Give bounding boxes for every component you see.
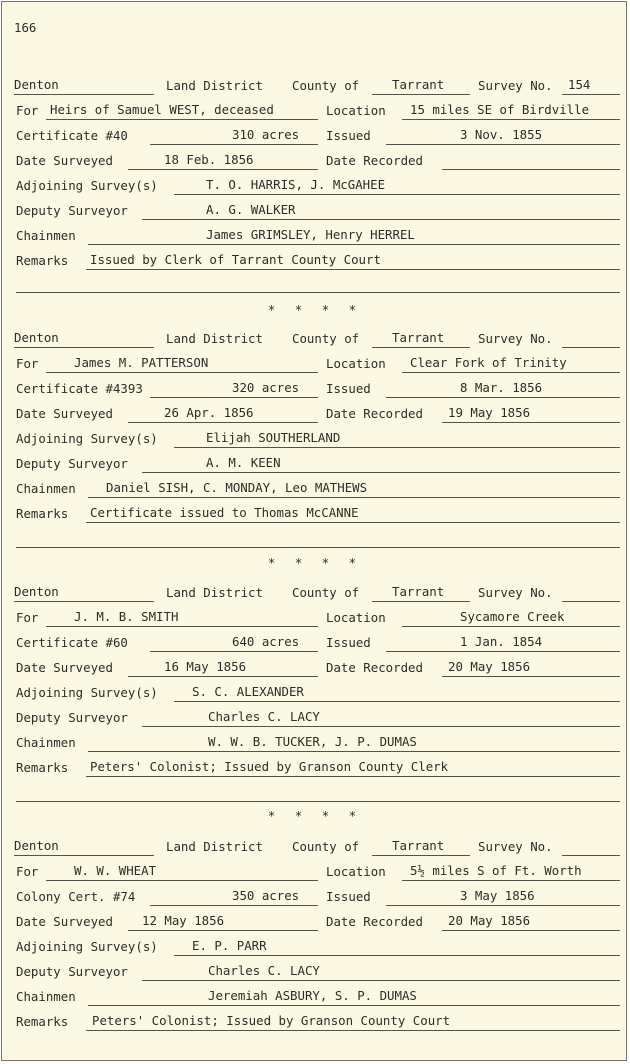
location-value: Sycamore Creek [460,609,565,624]
for-value: J. M. B. SMITH [74,609,179,624]
adjoining-row [2,936,627,956]
land-district-label: Land District [166,585,263,600]
continuation-line [16,547,620,548]
remarks-row [2,757,627,777]
for-value: James M. PATTERSON [74,355,209,370]
location-value: 15 miles SE of Birdville [410,102,590,117]
chainmen-value: James GRIMSLEY, Henry HERREL [206,227,415,242]
certificate-row [2,378,627,398]
remarks-label: Remarks [16,253,69,268]
date-surveyed-value: 26 Apr. 1856 [164,405,254,420]
date-recorded-value: 19 May 1856 [448,405,531,420]
date-recorded-label: Date Recorded [326,660,423,675]
issued-value: 3 May 1856 [460,888,535,903]
for-row [2,100,627,120]
certificate-row [2,632,627,652]
adjoining-value: T. O. HARRIS, J. McGAHEE [206,177,386,192]
date-recorded-label: Date Recorded [326,153,423,168]
certificate-label: Certificate #4393 [16,381,143,396]
certificate-row [2,125,627,145]
page-number: 166 [14,20,37,35]
deputy-label: Deputy Surveyor [16,710,128,725]
location-label: Location [326,356,386,371]
survey-no-label: Survey No. [478,78,553,93]
location-label: Location [326,864,386,879]
deputy-value: A. M. KEEN [206,455,281,470]
adjoining-row [2,428,627,448]
district-row [2,328,627,348]
deputy-label: Deputy Surveyor [16,203,128,218]
deputy-row [2,707,627,727]
district-value: Denton [14,584,59,599]
adjoining-value: Elijah SOUTHERLAND [206,430,341,445]
chainmen-label: Chainmen [16,735,76,750]
county-of-label: County of [292,839,360,854]
district-row [2,836,627,856]
land-district-label: Land District [166,331,263,346]
adjoining-row [2,682,627,702]
adjoining-label: Adjoining Survey(s) [16,685,158,700]
county-value: Tarrant [392,584,445,599]
for-row [2,353,627,373]
remarks-label: Remarks [16,506,69,521]
location-label: Location [326,103,386,118]
chainmen-row [2,986,627,1006]
chainmen-row [2,225,627,245]
location-value: Clear Fork of Trinity [410,355,567,370]
survey-no-label: Survey No. [478,331,553,346]
adjoining-label: Adjoining Survey(s) [16,431,158,446]
for-row [2,861,627,881]
deputy-row [2,453,627,473]
for-value: W. W. WHEAT [74,863,157,878]
deputy-value: Charles C. LACY [208,963,320,978]
remarks-label: Remarks [16,1014,69,1029]
deputy-row [2,961,627,981]
deputy-row [2,200,627,220]
issued-label: Issued [326,381,371,396]
chainmen-value: W. W. B. TUCKER, J. P. DUMAS [208,734,417,749]
issued-label: Issued [326,128,371,143]
date-surveyed-value: 18 Feb. 1856 [164,152,254,167]
remarks-row [2,1011,627,1031]
date-surveyed-label: Date Surveyed [16,660,113,675]
acres-value: 310 acres [232,127,300,142]
certificate-label: Certificate #40 [16,128,128,143]
date-surveyed-label: Date Surveyed [16,406,113,421]
adjoining-value: S. C. ALEXANDER [192,684,304,699]
acres-value: 320 acres [232,380,300,395]
continuation-line [16,801,620,802]
issued-label: Issued [326,635,371,650]
survey-no-label: Survey No. [478,585,553,600]
date-surveyed-value: 16 May 1856 [164,659,247,674]
chainmen-label: Chainmen [16,481,76,496]
location-label: Location [326,610,386,625]
date-surveyed-label: Date Surveyed [16,153,113,168]
remarks-value: Peters' Colonist; Issued by Granson County Court [92,1013,451,1028]
adjoining-label: Adjoining Survey(s) [16,939,158,954]
county-value: Tarrant [392,77,445,92]
district-value: Denton [14,330,59,345]
remarks-value: Peters' Colonist; Issued by Granson County Clerk [90,759,449,774]
record-separator: * * * * [267,808,363,823]
acres-value: 350 acres [232,888,300,903]
adjoining-value: E. P. PARR [192,938,267,953]
remarks-value: Certificate issued to Thomas McCANNE [90,505,359,520]
deputy-value: A. G. WALKER [206,202,296,217]
register-page [1,1,627,1061]
adjoining-row [2,175,627,195]
county-of-label: County of [292,78,360,93]
survey-no-label: Survey No. [478,839,553,854]
location-value: 5½ miles S of Ft. Worth [410,863,582,878]
date-recorded-label: Date Recorded [326,406,423,421]
certificate-row [2,886,627,906]
deputy-label: Deputy Surveyor [16,964,128,979]
for-row [2,607,627,627]
date-recorded-value: 20 May 1856 [448,659,531,674]
record-separator: * * * * [267,555,363,570]
issued-value: 1 Jan. 1854 [460,634,543,649]
district-value: Denton [14,838,59,853]
county-value: Tarrant [392,838,445,853]
district-row [2,582,627,602]
county-value: Tarrant [392,330,445,345]
remarks-row [2,503,627,523]
date-surveyed-label: Date Surveyed [16,914,113,929]
chainmen-label: Chainmen [16,989,76,1004]
issued-label: Issued [326,889,371,904]
issued-value: 3 Nov. 1855 [460,127,543,142]
chainmen-value: Daniel SISH, C. MONDAY, Leo MATHEWS [106,480,368,495]
certificate-label: Colony Cert. #74 [16,889,136,904]
chainmen-label: Chainmen [16,228,76,243]
chainmen-row [2,732,627,752]
land-district-label: Land District [166,78,263,93]
county-of-label: County of [292,331,360,346]
district-row [2,75,627,95]
for-label: For [16,103,39,118]
land-district-label: Land District [166,839,263,854]
record-separator: * * * * [267,302,363,317]
continuation-line [16,292,620,293]
remarks-row [2,250,627,270]
chainmen-value: Jeremiah ASBURY, S. P. DUMAS [208,988,417,1003]
issued-value: 8 Mar. 1856 [460,380,543,395]
date-recorded-value: 20 May 1856 [448,913,531,928]
for-label: For [16,864,39,879]
district-value: Denton [14,77,59,92]
acres-value: 640 acres [232,634,300,649]
remarks-value: Issued by Clerk of Tarrant County Court [90,252,381,267]
deputy-label: Deputy Surveyor [16,456,128,471]
remarks-label: Remarks [16,760,69,775]
survey-no-value: 154 [568,77,591,92]
dates-row [2,403,627,423]
for-label: For [16,610,39,625]
dates-row [2,657,627,677]
dates-row [2,911,627,931]
deputy-value: Charles C. LACY [208,709,320,724]
dates-row [2,150,627,170]
certificate-label: Certificate #60 [16,635,128,650]
chainmen-row [2,478,627,498]
county-of-label: County of [292,585,360,600]
date-surveyed-value: 12 May 1856 [142,913,225,928]
for-label: For [16,356,39,371]
adjoining-label: Adjoining Survey(s) [16,178,158,193]
date-recorded-label: Date Recorded [326,914,423,929]
for-value: Heirs of Samuel WEST, deceased [50,102,274,117]
